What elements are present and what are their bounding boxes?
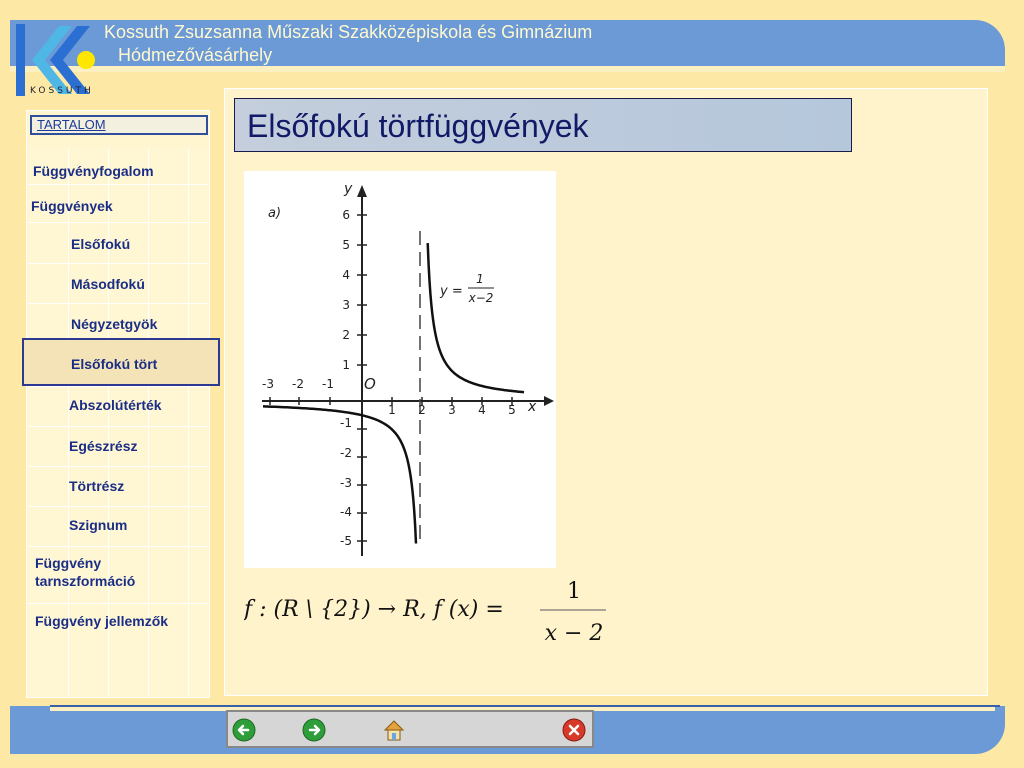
sidebar-item-elsofoku[interactable]: Elsőfokú xyxy=(71,236,131,252)
y-tick-label: 2 xyxy=(342,328,350,342)
function-definition-formula xyxy=(244,572,644,652)
nav-separator xyxy=(28,222,208,223)
sidebar-item-negyzetgyok[interactable]: Négyzetgyök xyxy=(71,316,158,332)
y-tick-label: 4 xyxy=(342,268,350,282)
y-tick-label: -1 xyxy=(340,416,352,430)
logo-wordmark: KOSSUTH xyxy=(30,86,94,96)
x-axis-label: x xyxy=(528,399,537,415)
formula-numerator: 1 xyxy=(567,579,581,604)
sidebar-item-jellemzok[interactable]: Függvény jellemzők xyxy=(35,613,169,629)
sidebar-item-egeszresz[interactable]: Egészrész xyxy=(69,438,138,454)
nav-grid-line xyxy=(188,148,189,696)
sidebar-item-elsofoku-tort[interactable]: Elsőfokú tört xyxy=(71,356,158,372)
y-tick-label: 6 xyxy=(342,208,350,222)
panel-label: a) xyxy=(268,206,282,221)
formula-denominator: x − 2 xyxy=(544,621,604,646)
function-label-numerator: 1 xyxy=(476,272,484,286)
close-icon[interactable] xyxy=(562,718,586,742)
home-icon[interactable] xyxy=(382,718,406,742)
origin-label: O xyxy=(364,375,376,393)
function-graph xyxy=(244,171,556,568)
sidebar-item-transzformacio[interactable]: Függvény tarnszformáció xyxy=(35,555,136,589)
sidebar-item-szignum[interactable]: Szignum xyxy=(69,517,128,533)
x-tick-label: -2 xyxy=(292,377,304,391)
function-label: y = xyxy=(440,284,463,299)
back-arrow-icon[interactable] xyxy=(232,718,256,742)
sidebar-item-fuggvenyfogalom[interactable]: Függvényfogalom xyxy=(33,163,154,179)
nav-separator xyxy=(28,263,208,264)
x-tick-label: 2 xyxy=(418,403,426,417)
sidebar-item-fuggvenyek[interactable]: Függvények xyxy=(31,198,113,214)
nav-separator xyxy=(28,303,208,304)
nav-separator xyxy=(28,603,208,604)
y-tick-label: 5 xyxy=(342,238,350,252)
function-label-denominator: x−2 xyxy=(468,291,494,305)
forward-arrow-icon[interactable] xyxy=(302,718,326,742)
school-city: Hódmezővásárhely xyxy=(118,45,273,65)
nav-separator xyxy=(28,506,208,507)
x-tick-label: 4 xyxy=(478,403,486,417)
sidebar-item-masodfoku[interactable]: Másodfokú xyxy=(71,276,145,292)
school-name: Kossuth Zsuzsanna Műszaki Szakközépiskola és Gimnázium xyxy=(104,22,593,42)
sidebar-item-abszoluterték[interactable]: Abszolútérték xyxy=(69,397,162,413)
y-tick-label: -3 xyxy=(340,476,352,490)
sidebar-item-tortresz[interactable]: Törtrész xyxy=(69,478,125,494)
y-tick-label: 3 xyxy=(342,298,350,312)
x-tick-label: 1 xyxy=(388,403,396,417)
x-tick-label: -3 xyxy=(262,377,274,391)
x-tick-label: 3 xyxy=(448,403,456,417)
page-title: Elsőfokú törtfüggvények xyxy=(234,98,852,152)
nav-separator xyxy=(28,466,208,467)
y-tick-label: 1 xyxy=(342,358,350,372)
x-tick-label: -1 xyxy=(322,377,334,391)
y-tick-label: -2 xyxy=(340,446,352,460)
curve-right-branch xyxy=(428,243,524,392)
nav-separator xyxy=(28,184,208,185)
nav-separator xyxy=(28,386,208,387)
y-tick-label: -5 xyxy=(340,534,352,548)
formula-lhs: f : (R \ {2}) → R, f (x) = xyxy=(244,597,504,622)
header-divider xyxy=(10,66,1005,72)
y-axis-label: y xyxy=(344,181,353,197)
nav-separator xyxy=(28,546,208,547)
x-tick-label: 5 xyxy=(508,403,516,417)
contents-link[interactable]: TARTALOM xyxy=(30,115,208,135)
navigation-bar xyxy=(226,710,594,748)
y-tick-label: -4 xyxy=(340,505,352,519)
nav-separator xyxy=(28,426,208,427)
